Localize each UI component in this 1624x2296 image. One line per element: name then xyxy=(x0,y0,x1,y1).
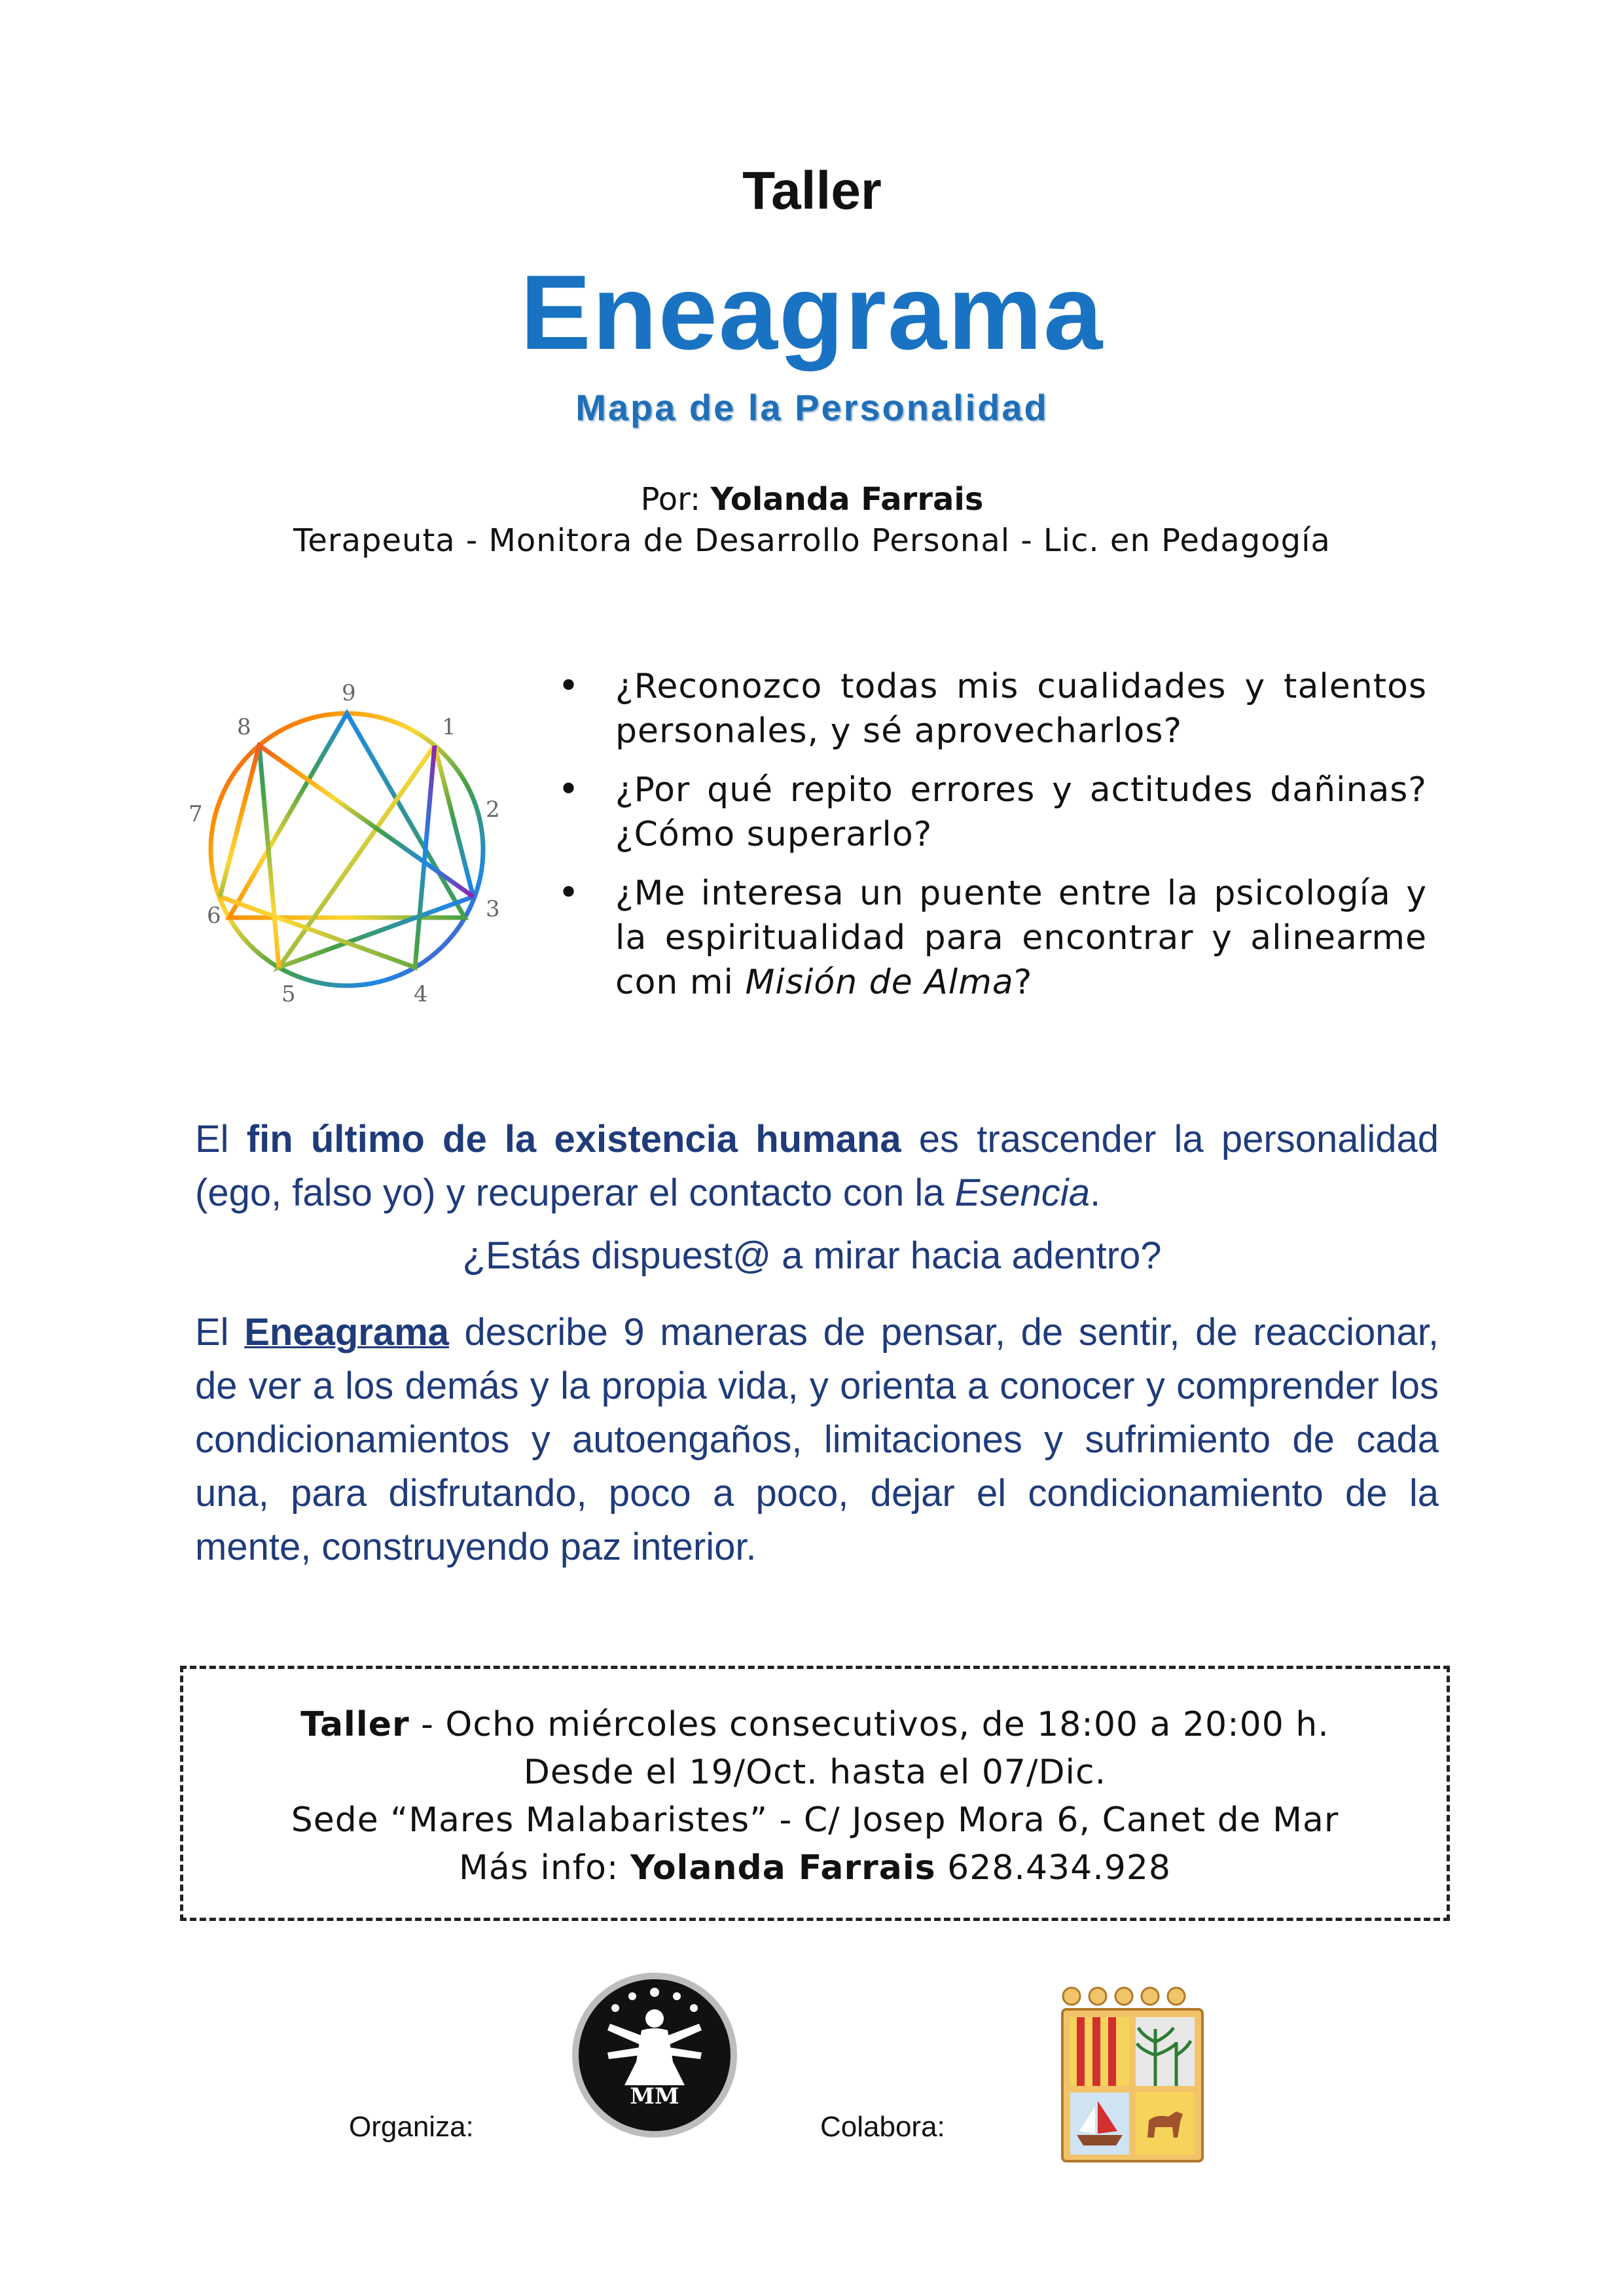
intro-paragraph xyxy=(195,1113,1439,1220)
p1-end: . xyxy=(1089,1172,1101,1214)
p1-emphasis: fin último de la existencia humana xyxy=(246,1118,901,1160)
mares-malabaristes-logo xyxy=(569,1970,740,2140)
p1-italic: Esencia xyxy=(954,1172,1090,1214)
info-box xyxy=(180,1666,1450,1921)
list-item xyxy=(550,871,1427,1005)
p1-start: El xyxy=(195,1118,247,1160)
enneagram-number-3: 3 xyxy=(486,896,500,922)
question-emphasis: Misión de Alma xyxy=(745,963,1014,1002)
page-title: Eneagrama xyxy=(520,253,1104,372)
p1-middle: es trascender la personalidad (ego, falso yo) y recuperar el contacto con la xyxy=(195,1118,1439,1214)
author-name: Yolanda Farrais xyxy=(710,481,984,518)
invitation-question: ¿Estás dispuest@ a mirar hacia adentro? xyxy=(462,1234,1162,1277)
collaborator-label: Colabora: xyxy=(820,2111,945,2143)
question-end: ? xyxy=(1013,963,1033,1002)
info-contact xyxy=(183,1848,1447,1888)
info-schedule-label: Taller xyxy=(300,1705,410,1744)
question-text: ¿Me interesa un puente entre la psicología y la espiritualidad para encontrar y alinearme con mi xyxy=(615,874,1427,1002)
list-item: • ¿Por qué repito errores y actitudes dañinas? ¿Cómo superarlo? xyxy=(550,768,1427,857)
kicker-taller: Taller xyxy=(742,161,882,221)
info-contact-name: Yolanda Farrais xyxy=(630,1848,936,1888)
info-schedule xyxy=(183,1705,1447,1744)
author-credentials: Terapeuta - Monitora de Desarrollo Personal - Lic. en Pedagogía xyxy=(293,522,1331,559)
enneagram-figure-icon xyxy=(183,674,517,1008)
info-contact-prefix: Más info: xyxy=(459,1848,630,1888)
organizer-logo-text: MM xyxy=(630,2083,679,2109)
question-list xyxy=(550,664,1427,1019)
description-paragraph xyxy=(195,1306,1439,1574)
enneagram-number-4: 4 xyxy=(414,981,428,1007)
list-item: • ¿Reconozco todas mis cualidades y talentos personales, y sé aprovecharlos? xyxy=(550,664,1427,753)
enneagram-number-1: 1 xyxy=(442,714,456,740)
info-schedule-text: - Ocho miércoles consecutivos, de 18:00 a 20:00 h. xyxy=(409,1705,1329,1744)
organizer-label: Organiza: xyxy=(349,2111,474,2143)
byline xyxy=(0,481,1624,518)
enneagram-number-2: 2 xyxy=(486,797,500,823)
p2-rest: describe 9 maneras de pensar, de sentir, de reaccionar, de ver a los demás y la propia vida, y orienta a conocer y comprender los condicionamientos y autoengaños, limitaciones y sufrimiento de cada una, para disfrutando, poco a poco, dejar el condicionamiento de la mente, construyendo paz interior. xyxy=(195,1311,1439,1568)
enneagram-number-5: 5 xyxy=(281,981,296,1007)
page-subtitle: Mapa de la Personalidad xyxy=(575,387,1049,428)
enneagram-number-8: 8 xyxy=(237,714,251,740)
enneagram-number-7: 7 xyxy=(189,801,203,827)
byline-prefix: Por: xyxy=(640,481,711,518)
canet-de-mar-crest xyxy=(1057,1983,1208,2166)
enneagram-number-6: 6 xyxy=(207,903,221,929)
info-dates: Desde el 19/Oct. hasta el 07/Dic. xyxy=(523,1753,1107,1792)
p2-start: El xyxy=(195,1311,245,1354)
p2-emphasis: Eneagrama xyxy=(244,1311,449,1354)
info-contact-phone: 628.434.928 xyxy=(935,1848,1171,1888)
enneagram-number-9: 9 xyxy=(342,680,356,706)
info-venue: Sede “Mares Malabaristes” - C/ Josep Mora 6, Canet de Mar xyxy=(291,1801,1339,1840)
